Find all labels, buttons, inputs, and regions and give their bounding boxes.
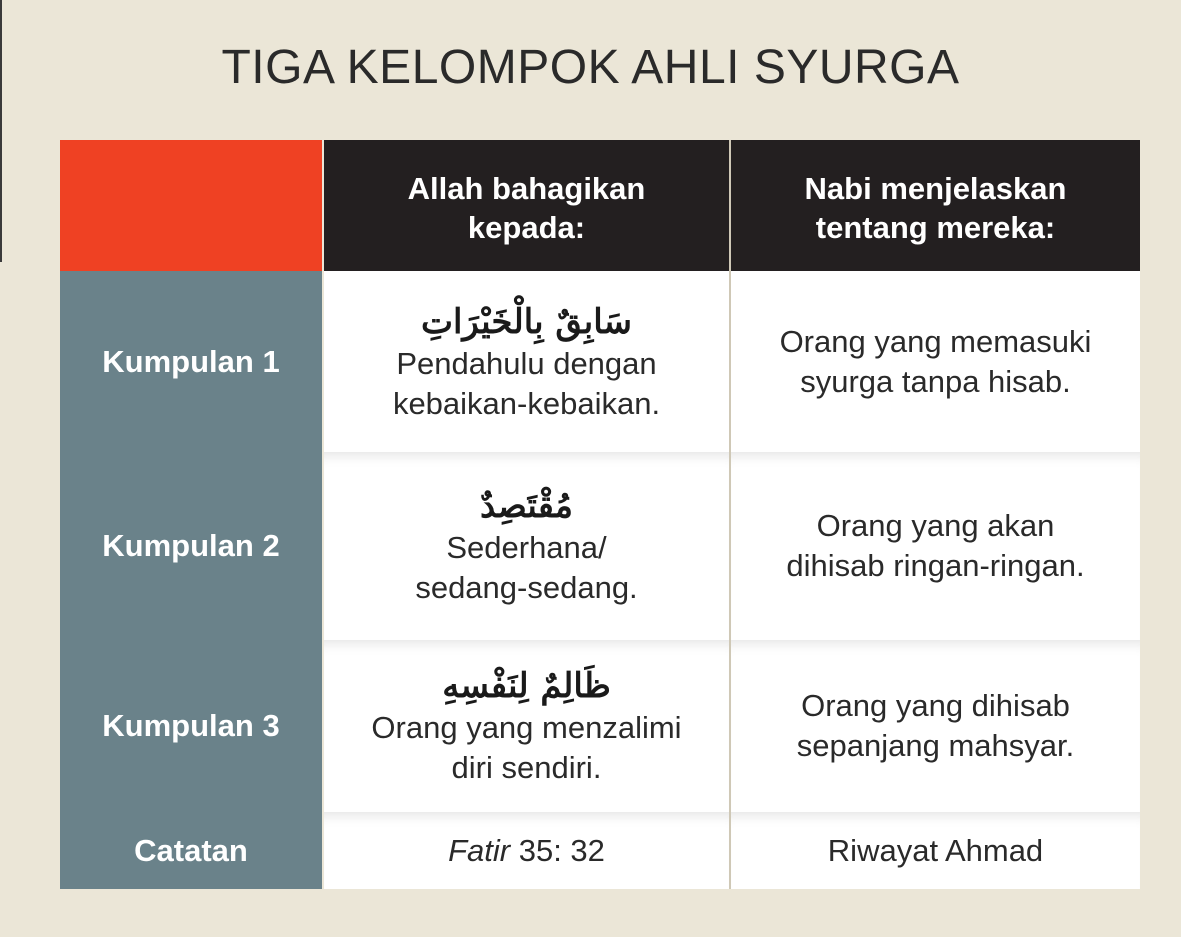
explain-line: sepanjang mahsyar.: [796, 728, 1075, 763]
row-label-kumpulan-2: Kumpulan 2: [60, 452, 322, 640]
corner-accent-cell: [60, 140, 322, 271]
meaning-line: kebaikan-kebaikan.: [392, 385, 661, 421]
arabic-term: مُقْتَصِدٌ: [479, 486, 573, 526]
arabic-term: سَابِقٌ بِالْخَيْرَاتِ: [420, 301, 633, 342]
row-1-explain-cell: [731, 271, 1140, 452]
row-label-kumpulan-3: Kumpulan 3: [60, 640, 322, 812]
explain-line: syurga tanpa hisab.: [800, 363, 1071, 399]
column-divider: [729, 140, 731, 889]
header-allah-divides: [324, 140, 729, 271]
arabic-term: ظَالِمٌ لِنَفْسِهِ: [442, 666, 611, 706]
row-label-kumpulan-1: Kumpulan 1: [60, 271, 322, 452]
row-2-explain-cell: [731, 452, 1140, 640]
header-line: kepada:: [467, 209, 586, 245]
explain-line: Orang yang dihisab: [801, 688, 1070, 723]
notes-reference-cell: [324, 812, 729, 889]
row-label-catatan: Catatan: [60, 812, 322, 889]
explain-line: Orang yang akan: [816, 508, 1055, 543]
meaning-line: Pendahulu dengan: [396, 345, 657, 381]
explain-line: dihisab ringan-ringan.: [786, 548, 1085, 583]
verse-number: 35: 32: [510, 832, 605, 868]
meaning-line: Sederhana/: [446, 530, 607, 565]
meaning-line: diri sendiri.: [451, 750, 602, 785]
row-3-explain-cell: [731, 640, 1140, 812]
meaning-line: Orang yang menzalimi: [371, 710, 682, 745]
surah-name: Fatir: [448, 832, 511, 868]
meaning-line: sedang-sedang.: [415, 570, 638, 605]
header-line: Nabi menjelaskan: [804, 170, 1067, 206]
header-line: tentang mereka:: [815, 209, 1056, 245]
row-3-meaning-cell: [324, 640, 729, 812]
header-line: Allah bahagikan: [407, 170, 646, 206]
groups-table: [60, 140, 1140, 889]
row-2-meaning-cell: [324, 452, 729, 640]
page-title: TIGA KELOMPOK AHLI SYURGA: [221, 41, 960, 94]
row-1-meaning-cell: [324, 271, 729, 452]
explain-line: Orang yang memasuki: [779, 323, 1092, 359]
quran-reference: [448, 831, 605, 871]
header-prophet-explains: [731, 140, 1140, 271]
hadith-source: Riwayat Ahmad: [827, 832, 1044, 868]
notes-source-cell: [731, 812, 1140, 889]
